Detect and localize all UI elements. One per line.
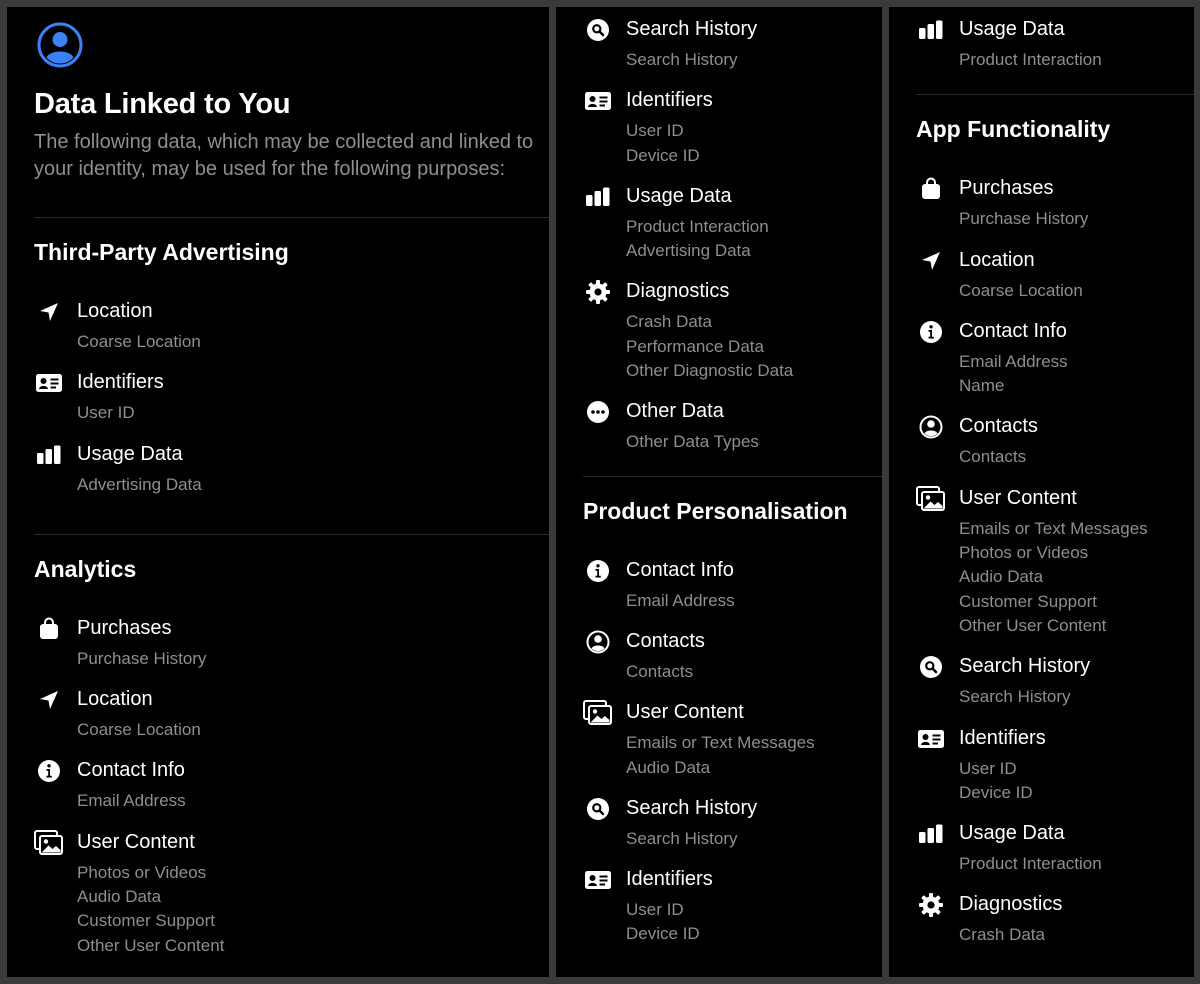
gear-icon xyxy=(916,892,946,918)
data-type-details xyxy=(77,397,549,425)
data-type-detail: Contacts xyxy=(626,661,694,681)
data-type-detail: Photos or Videos xyxy=(77,862,207,882)
data-type-detail: Purchase History xyxy=(77,648,207,668)
data-type-label: Search History xyxy=(626,796,758,819)
purpose-section-analytics xyxy=(7,534,549,958)
data-type-item-diagnostics[interactable] xyxy=(889,889,1194,947)
data-type-detail: Other Data Types xyxy=(626,432,759,452)
data-type-detail: Device ID xyxy=(626,145,700,165)
data-type-detail: Emails or Text Messages xyxy=(626,733,815,753)
location-arrow-icon xyxy=(916,248,946,274)
data-type-label: Identifiers xyxy=(77,371,164,394)
data-type-item-search-history[interactable] xyxy=(556,14,882,72)
data-type-details xyxy=(77,857,549,958)
gear-icon xyxy=(583,279,613,305)
data-type-detail: Coarse Location xyxy=(959,280,1083,300)
data-type-details xyxy=(959,346,1194,399)
data-type-label: Usage Data xyxy=(626,184,732,207)
panel-data-linked-right[interactable] xyxy=(889,7,1194,977)
data-type-label: Search History xyxy=(959,655,1091,678)
purpose-section-third-party-advertising xyxy=(7,217,549,497)
data-type-detail: Customer Support xyxy=(77,911,215,931)
data-type-detail: Advertising Data xyxy=(626,241,751,261)
data-type-item-contact-info[interactable] xyxy=(889,316,1194,399)
data-type-details xyxy=(626,585,882,613)
bar-chart-icon xyxy=(34,442,64,468)
section-title: Product Personalisation xyxy=(583,497,848,524)
person-circle-icon xyxy=(916,414,946,440)
data-type-label: Location xyxy=(959,248,1035,271)
data-type-detail: Search History xyxy=(959,687,1071,707)
data-type-detail: Other Diagnostic Data xyxy=(626,361,794,381)
data-type-label: Purchases xyxy=(959,177,1054,200)
search-icon xyxy=(916,654,946,680)
purpose-section-product-personalisation xyxy=(556,476,882,947)
data-type-label: Purchases xyxy=(77,616,172,639)
id-card-icon xyxy=(583,867,613,893)
shopping-bag-icon xyxy=(34,616,64,642)
bar-chart-icon xyxy=(916,821,946,847)
data-type-detail: User ID xyxy=(626,121,684,141)
data-type-item-identifiers[interactable] xyxy=(7,367,549,425)
data-type-item-location[interactable] xyxy=(7,296,549,354)
data-type-detail: Name xyxy=(959,376,1005,396)
data-type-details xyxy=(959,44,1194,72)
person-circle-icon xyxy=(583,629,613,655)
data-type-label: Search History xyxy=(626,18,758,40)
id-card-icon xyxy=(916,726,946,752)
data-type-details xyxy=(626,727,882,780)
panel-data-linked-left[interactable] xyxy=(7,7,549,977)
photos-icon xyxy=(916,486,946,512)
data-type-item-usage-data[interactable] xyxy=(556,181,882,264)
data-type-detail: User ID xyxy=(626,900,684,920)
data-type-label: User Content xyxy=(959,486,1077,509)
data-type-label: Location xyxy=(77,688,153,711)
data-type-detail: Device ID xyxy=(959,782,1033,802)
data-type-label: Contact Info xyxy=(626,558,734,581)
data-type-details xyxy=(77,714,549,742)
data-type-detail: Email Address xyxy=(626,590,735,610)
page-description: The following data, which may be collected and linked to your identity, may be used for the following purposes: xyxy=(34,131,534,180)
data-type-item-usage-data[interactable] xyxy=(889,818,1194,876)
bar-chart-icon xyxy=(916,17,946,43)
data-type-item-purchases[interactable] xyxy=(7,613,549,671)
data-type-item-identifiers[interactable] xyxy=(556,85,882,168)
location-arrow-icon xyxy=(34,299,64,325)
data-type-item-other-data[interactable] xyxy=(556,396,882,454)
ellipsis-circle-icon xyxy=(583,399,613,425)
data-type-detail: Device ID xyxy=(626,924,700,944)
data-type-item-search-history[interactable] xyxy=(889,651,1194,709)
data-type-detail: Coarse Location xyxy=(77,720,201,740)
data-type-item-diagnostics[interactable] xyxy=(556,276,882,383)
data-type-details xyxy=(959,753,1194,806)
data-type-label: Identifiers xyxy=(626,89,713,112)
data-type-details xyxy=(626,894,882,947)
data-type-details xyxy=(626,426,882,454)
data-type-item-contact-info[interactable] xyxy=(556,555,882,613)
data-type-detail: Photos or Videos xyxy=(959,543,1089,563)
data-type-details xyxy=(959,203,1194,231)
section-title: Analytics xyxy=(34,555,137,582)
info-circle-icon xyxy=(916,319,946,345)
data-type-detail: Product Interaction xyxy=(959,50,1102,69)
data-type-label: Usage Data xyxy=(959,18,1065,40)
data-type-item-usage-data[interactable] xyxy=(889,14,1194,72)
data-type-details xyxy=(959,275,1194,303)
data-type-item-user-content[interactable] xyxy=(556,697,882,780)
data-type-label: Diagnostics xyxy=(626,280,730,303)
data-type-item-contact-info[interactable] xyxy=(7,755,549,813)
data-type-detail: Email Address xyxy=(959,351,1068,371)
data-type-item-location[interactable] xyxy=(7,684,549,742)
data-type-details xyxy=(626,306,882,383)
data-type-detail: Audio Data xyxy=(959,567,1044,587)
data-type-item-user-content[interactable] xyxy=(7,827,549,958)
data-type-details xyxy=(959,681,1194,709)
data-type-detail: Customer Support xyxy=(959,591,1097,611)
data-type-detail: Other User Content xyxy=(77,935,225,955)
data-type-item-search-history[interactable] xyxy=(556,793,882,851)
data-type-detail: Crash Data xyxy=(959,925,1045,945)
data-type-label: Identifiers xyxy=(959,726,1046,749)
data-type-item-contacts[interactable] xyxy=(889,411,1194,469)
data-type-details xyxy=(77,643,549,671)
info-circle-icon xyxy=(583,558,613,584)
location-arrow-icon xyxy=(34,687,64,713)
data-type-details xyxy=(626,44,882,72)
data-type-label: User Content xyxy=(77,830,195,853)
id-card-icon xyxy=(583,88,613,114)
data-type-details xyxy=(77,785,549,813)
search-icon xyxy=(583,796,613,822)
bar-chart-icon xyxy=(583,184,613,210)
data-type-details xyxy=(626,823,882,851)
data-type-detail: Performance Data xyxy=(626,336,764,356)
data-type-label: Contact Info xyxy=(959,319,1067,342)
photos-icon xyxy=(583,700,613,726)
info-circle-icon xyxy=(34,758,64,784)
data-type-details xyxy=(77,326,549,354)
data-type-detail: Contacts xyxy=(959,447,1027,467)
data-type-details xyxy=(626,656,882,684)
data-type-label: Identifiers xyxy=(626,868,713,891)
panel-content xyxy=(889,7,1194,948)
panel-content xyxy=(7,7,549,958)
data-type-label: Contacts xyxy=(959,415,1038,438)
data-type-detail: Product Interaction xyxy=(626,216,769,236)
section-title: Third-Party Advertising xyxy=(34,239,289,265)
data-type-details xyxy=(959,513,1194,638)
data-type-details xyxy=(626,115,882,168)
data-type-detail: Crash Data xyxy=(626,312,712,332)
photos-icon xyxy=(34,830,64,856)
data-type-detail: Product Interaction xyxy=(959,854,1102,874)
data-type-label: Contact Info xyxy=(77,759,185,782)
data-type-detail: Coarse Location xyxy=(77,332,201,351)
data-type-details xyxy=(959,848,1194,876)
data-type-label: Location xyxy=(77,300,153,322)
data-type-detail: Audio Data xyxy=(77,887,162,907)
data-type-item-identifiers[interactable] xyxy=(889,723,1194,806)
data-type-detail: Search History xyxy=(626,50,738,69)
panel-data-linked-middle[interactable] xyxy=(556,7,882,977)
data-type-detail: Email Address xyxy=(77,791,186,811)
data-type-item-purchases[interactable] xyxy=(889,173,1194,231)
data-type-details xyxy=(626,211,882,264)
data-type-detail: Other User Content xyxy=(959,615,1107,635)
section-title: App Functionality xyxy=(916,116,1111,143)
data-type-detail: Advertising Data xyxy=(77,474,202,494)
data-type-item-identifiers[interactable] xyxy=(556,864,882,947)
data-type-details xyxy=(959,441,1194,469)
page-title: Data Linked to You xyxy=(34,88,291,120)
search-icon xyxy=(583,17,613,43)
panel-content xyxy=(556,7,882,947)
data-type-item-usage-data[interactable] xyxy=(7,439,549,497)
data-type-label: Diagnostics xyxy=(959,893,1063,916)
data-type-label: Other Data xyxy=(626,400,724,423)
data-type-detail: Search History xyxy=(626,828,738,848)
person-circle-icon xyxy=(37,22,83,68)
shopping-bag-icon xyxy=(916,176,946,202)
data-type-detail: Emails or Text Messages xyxy=(959,518,1148,538)
data-type-detail: Audio Data xyxy=(626,757,711,777)
data-type-label: User Content xyxy=(626,701,744,724)
purpose-section-app-functionality xyxy=(889,94,1194,947)
data-type-detail: User ID xyxy=(959,758,1017,778)
data-type-item-contacts[interactable] xyxy=(556,626,882,684)
id-card-icon xyxy=(34,370,64,396)
data-type-detail: Purchase History xyxy=(959,209,1089,229)
data-type-detail: User ID xyxy=(77,403,135,423)
data-type-item-location[interactable] xyxy=(889,245,1194,303)
data-type-label: Usage Data xyxy=(959,822,1065,845)
data-type-details xyxy=(77,469,549,497)
data-type-details xyxy=(959,919,1194,947)
data-type-item-user-content[interactable] xyxy=(889,483,1194,638)
data-type-label: Contacts xyxy=(626,629,705,652)
data-type-label: Usage Data xyxy=(77,442,183,465)
